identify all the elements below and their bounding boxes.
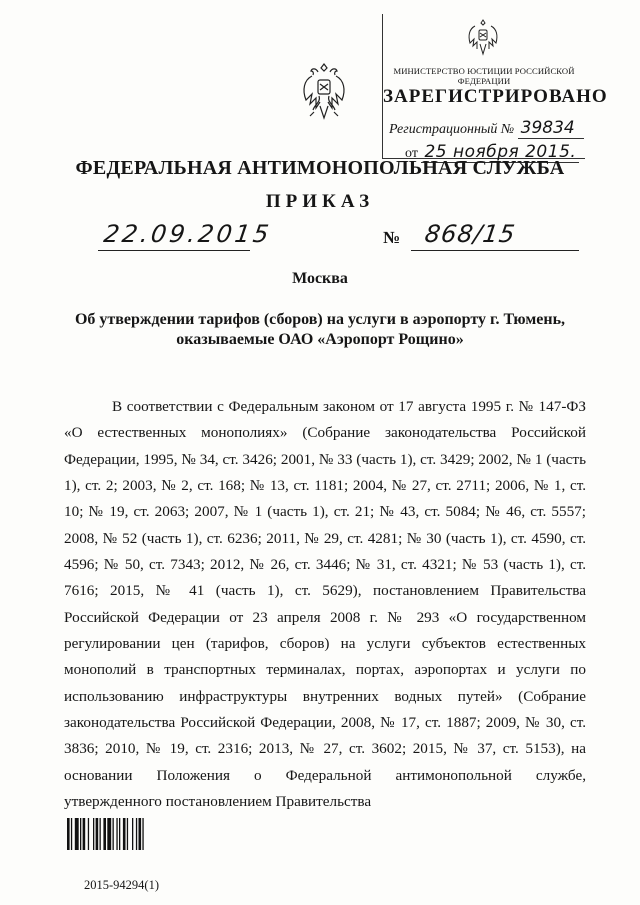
subject-line-2: оказываемые ОАО «Аэропорт Рощино» [176,331,464,348]
stamp-date-value: 25 ноября 2015. [421,142,579,163]
order-number-field [411,220,579,251]
number-sign: № [383,228,401,247]
barcode-icon [67,818,171,850]
body-text [64,394,586,816]
order-number: 868/15 [423,220,518,248]
agency-title: ФЕДЕРАЛЬНАЯ АНТИМОНОПОЛЬНАЯ СЛУЖБА [75,157,565,179]
stamp-reg-number: 39834 [518,118,584,139]
body-paragraph: В соответствии с Федеральным законом от 17 августа 1995 г. № 147-ФЗ «О естественных монополиях» (Собрание законодательства Российской Федерации, 1995, № 34, ст. 3426; 2001, № 33 (часть 1), ст. 3429; 2002, № 1 (часть 1), ст. 2; 2003, № 2, ст. 168; № 13, ст. 1181; 2004, № 27, ст. 2711; 2006, № 1, ст. 10; № 19, ст. 2063; 2007, № 1 (часть 1), ст. 21; № 43, ст. 5084; № 46, ст. 5557; 2008, № 52 (часть 1), ст. 6236; 2011, № 29, ст. 4281; № 30 (часть 1), ст. 4590, ст. 4596; № 50, ст. 7343; 2012, № 26, ст. 3446; № 31, ст. 4321; № 53 (часть 1), ст. 7616; 2015, № 41 (часть 1), ст. 5629), постановлением Правительства Российской Федерации от 23 апреля 2008 г. № 293 «О государственном регулировании цен (тарифов, сборов) на услуги субъектов естественных монополий в транспортных терминалах, портах, аэропортах и услуги по использованию инфраструктуры внутренних водных путей» (Собрание законодательства Российской Федерации, 2008, № 17, ст. 1887; 2009, № 30, ст. 3836; 2010, № 19, ст. 2316; 2013, № 27, ст. 3602; 2015, № 37, ст. 5153), на основании Положения о Федеральной антимонопольной службе, утвержденного постановлением Правительства [64,398,586,811]
document-type: ПРИКАЗ [265,191,375,212]
order-date: 22.09.2015 [102,220,274,248]
stamp-status: ЗАРЕГИСТРИРОВАНО [383,86,608,107]
coat-of-arms-icon [300,60,348,124]
document-id: 2015-94294(1) [84,878,159,892]
stamp-registration [389,118,584,139]
registration-stamp [382,14,608,162]
stamp-date-label: от [405,146,418,161]
coat-of-arms-icon [466,18,500,60]
subject-line-1: Об утверждении тарифов (сборов) на услуги в аэропорту г. Тюмень, [74,311,566,328]
order-date-field [98,220,274,251]
stamp-reg-label: Регистрационный № [389,122,515,137]
order-subject [40,310,600,350]
city: Москва [292,270,348,287]
stamp-ministry: МИНИСТЕРСТВО ЮСТИЦИИ РОССИЙСКОЙ ФЕДЕРАЦИИ [393,66,575,86]
